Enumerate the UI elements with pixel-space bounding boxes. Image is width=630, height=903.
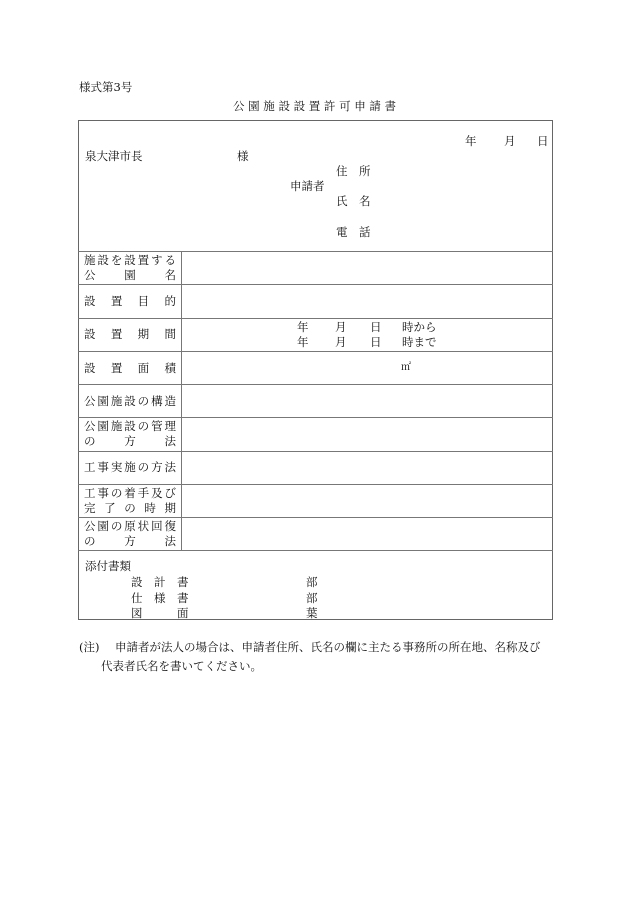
period-to-hour: 時まで <box>402 335 437 349</box>
row-divider <box>78 251 553 252</box>
period-from-year: 年 <box>297 320 309 334</box>
row-divider <box>78 451 553 452</box>
attachment-unit: 部 <box>306 591 318 605</box>
period-to-year: 年 <box>297 335 309 349</box>
addressee: 泉大津市長 <box>85 149 143 163</box>
note-line-2: 代表者氏名を書いてください。 <box>101 659 262 673</box>
period-from-hour: 時から <box>402 320 437 334</box>
period-from-month: 月 <box>335 320 347 334</box>
label-line: 設置期間 <box>84 327 176 341</box>
column-divider <box>181 251 182 550</box>
date-month: 月 <box>504 134 516 148</box>
label-line: 公園名 <box>84 268 176 282</box>
row-label-structure <box>84 394 176 409</box>
row-label-construction-schedule <box>84 486 176 516</box>
label-line: 施設を設置する <box>84 253 176 267</box>
row-label-construction-method <box>84 460 176 475</box>
honorific: 様 <box>237 149 249 163</box>
row-divider <box>78 384 553 385</box>
form-number: 様式第3号 <box>79 80 133 94</box>
note-line-1: 申請者が法人の場合は、申請者住所、氏名の欄に主たる事務所の所在地、名称及び <box>115 640 541 654</box>
row-label-area <box>84 361 176 376</box>
note-prefix: (注) <box>79 640 100 654</box>
row-divider <box>78 351 553 352</box>
row-divider <box>78 284 553 285</box>
area-unit: ㎡ <box>401 362 411 373</box>
row-divider <box>78 417 553 418</box>
label-line: 公園施設の管理 <box>84 419 176 433</box>
row-label-purpose <box>84 294 176 309</box>
row-label-period <box>84 327 176 342</box>
applicant-label: 申請者 <box>290 179 325 193</box>
date-day: 日 <box>537 134 549 148</box>
row-divider <box>78 318 553 319</box>
name-label: 氏 名 <box>336 194 371 208</box>
label-line: 公園の原状回復 <box>84 519 176 533</box>
address-label: 住 所 <box>336 164 371 178</box>
date-year: 年 <box>465 134 477 148</box>
label-line: 工事実施の方法 <box>84 460 176 474</box>
attachment-unit: 葉 <box>306 606 318 620</box>
period-from-day: 日 <box>370 320 382 334</box>
label-line: 設置面積 <box>84 361 176 375</box>
form-title: 公 園 施 設 設 置 許 可 申 請 書 <box>233 99 397 113</box>
label-line: 公園施設の構造 <box>84 394 176 408</box>
period-to-month: 月 <box>335 335 347 349</box>
label-line: の方法 <box>84 534 176 548</box>
row-label-park-name <box>84 253 176 283</box>
attachments-label: 添付書類 <box>85 559 131 573</box>
row-divider <box>78 550 553 551</box>
row-label-restoration <box>84 519 176 549</box>
phone-label: 電 話 <box>336 225 371 239</box>
attachment-name: 設 計 書 <box>131 575 189 589</box>
row-divider <box>78 484 553 485</box>
label-line: の方法 <box>84 434 176 448</box>
label-line: 工事の着手及び <box>84 486 176 500</box>
attachment-name: 仕 様 書 <box>131 591 189 605</box>
attachment-name: 図 面 <box>131 606 189 620</box>
label-line: 設置目的 <box>84 294 176 308</box>
period-to-day: 日 <box>370 335 382 349</box>
row-label-management <box>84 419 176 449</box>
label-line: 完了の時期 <box>84 501 176 515</box>
row-divider <box>78 517 553 518</box>
attachment-unit: 部 <box>306 575 318 589</box>
